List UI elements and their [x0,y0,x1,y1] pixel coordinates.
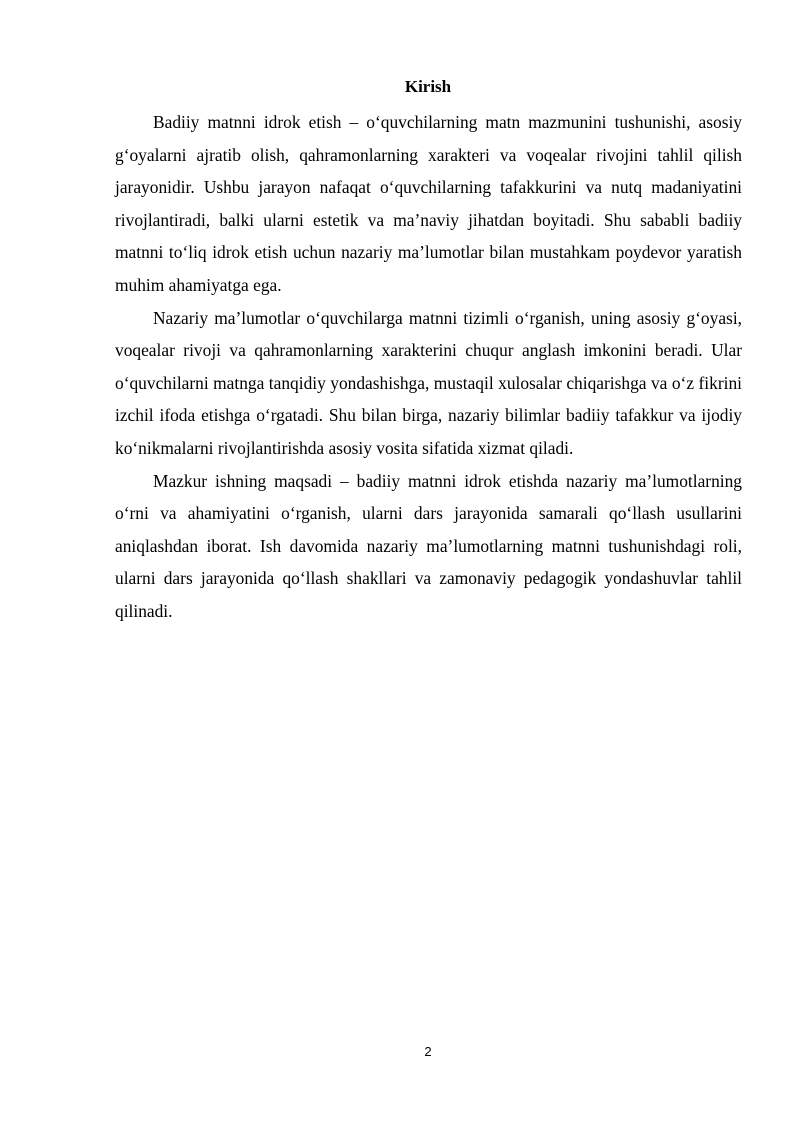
paragraph-2: Nazariy ma’lumotlar o‘quvchilarga matnni tizimli o‘rganish, uning asosiy g‘oyasi, voqealar rivoji va qahramonlarning xarakterini chuqur anglash imkonini beradi. Ular o‘quvchilarni matnga tanqidiy yondashishga, mustaqil xulosalar chiqarishga va o‘z fikrini izchil ifoda etishga o‘rgatadi. Shu bilan birga, nazariy bilimlar badiiy tafakkur va ijodiy ko‘nikmalarni rivojlantirishda asosiy vosita sifatida xizmat qiladi. [115,307,742,458]
paragraph-1: Badiiy matnni idrok etish – o‘quvchilarning matn mazmunini tushunishi, asosiy g‘oyalarni ajratib olish, qahramonlarning xarakteri va voqealar rivojini tahlil qilish jarayonidir. Ushbu jarayon nafaqat o‘quvchilarning tafakkurini va nutq madaniyatini rivojlantiradi, balki ularni estetik va ma’naviy jihatdan boyitadi. Shu sababli badiiy matnni to‘liq idrok etish uchun nazariy ma’lumotlar bilan mustahkam poydevor yaratish muhim ahamiyatga ega. [115,112,742,295]
page-number: 2 [424,1044,432,1059]
body-text [115,106,742,628]
section-heading: Kirish [404,77,452,96]
paragraph-3: Mazkur ishning maqsadi – badiiy matnni idrok etishda nazariy ma’lumotlarning o‘rni va ahamiyatini o‘rganish, ularni dars jarayonida samarali qo‘llash usullarini aniqlashdan iborat. Ish davomida nazariy ma’lumotlarning matnni tushunishdagi roli, ularni dars jarayonida qo‘llash shakllari va zamonaviy pedagogik yondashuvlar tahlil qilinadi. [115,470,742,621]
